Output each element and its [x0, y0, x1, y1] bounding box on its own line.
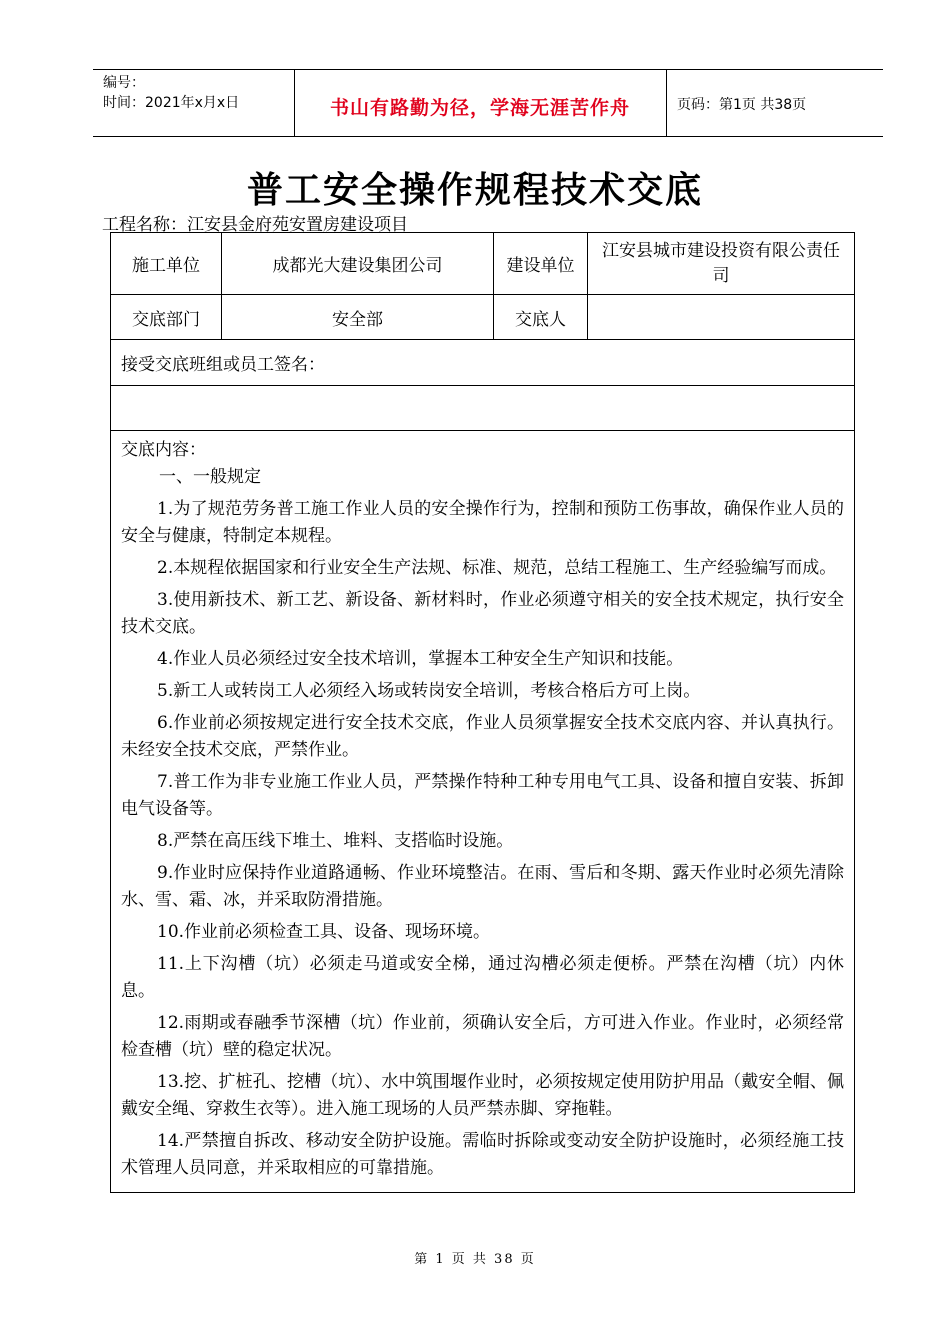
table-row [111, 295, 855, 340]
construction-unit-value: 成都光大建设集团公司 [222, 233, 494, 295]
table-row [111, 233, 855, 295]
list-item: 3.使用新技术、新工艺、新设备、新材料时，作业必须遵守相关的安全技术规定，执行安全技术交底。 [121, 590, 844, 637]
table-row [111, 431, 855, 1193]
list-item: 10.作业前必须检查工具、设备、现场环境。 [157, 922, 491, 942]
table-row [111, 340, 855, 386]
header-page-label: 页码：第1页 共38页 [677, 97, 807, 113]
list-item: 2.本规程依据国家和行业安全生产法规、标准、规范，总结工程施工、生产经验编写而成。 [157, 558, 837, 578]
owner-unit-label: 建设单位 [494, 233, 588, 295]
content-cell [111, 431, 855, 1193]
table-row [111, 386, 855, 431]
signature-area[interactable] [111, 386, 855, 431]
list-item: 5.新工人或转岗工人必须经入场或转岗安全培训，考核合格后方可上岗。 [157, 681, 701, 701]
list-item: 7.普工作为非专业施工作业人员，严禁操作特种工种专用电气工具、设备和擅自安装、拆卸电气设备等。 [121, 772, 844, 819]
list-item: 14.严禁擅自拆改、移动安全防护设施。需临时拆除或变动安全防护设施时，必须经施工技术管理人员同意，并采取相应的可靠措施。 [121, 1131, 844, 1178]
document-number-label: 编号： [103, 75, 145, 91]
list-item: 9.作业时应保持作业道路通畅、作业环境整洁。在雨、雪后和冬期、露天作业时必须先清除水、雪、霜、冰，并采取防滑措施。 [121, 863, 844, 910]
page-header [93, 69, 883, 137]
list-item: 4.作业人员必须经过安全技术培训，掌握本工种安全生产知识和技能。 [157, 649, 684, 669]
owner-unit-value: 江安县城市建设投资有限公责任司 [588, 233, 855, 295]
document-time-label: 时间：2021年x月x日 [103, 95, 240, 111]
header-right-cell [667, 70, 883, 136]
list-item: 1.为了规范劳务普工施工作业人员的安全操作行为，控制和预防工伤事故，确保作业人员的安全与健康，特制定本规程。 [121, 499, 844, 546]
list-item: 6.作业前必须按规定进行安全技术交底，作业人员须掌握安全技术交底内容、并认真执行。未经安全技术交底，严禁作业。 [121, 713, 844, 760]
dept-label: 交底部门 [111, 295, 222, 340]
page-footer: 第 1 页 共 38 页 [414, 1252, 536, 1267]
header-left-cell [93, 70, 295, 136]
header-motto: 书山有路勤为径，学海无涯苦作舟 [329, 97, 630, 119]
list-item: 13.挖、扩桩孔、挖槽（坑）、水中筑围堰作业时，必须按规定使用防护用品（戴安全帽、佩戴安全绳、穿救生衣等）。进入施工现场的人员严禁赤脚、穿拖鞋。 [121, 1072, 844, 1119]
list-item: 11.上下沟槽（坑）必须走马道或安全梯，通过沟槽必须走便桥。严禁在沟槽（坑）内休息。 [121, 954, 844, 1001]
header-center-cell [294, 70, 667, 136]
list-item: 8.严禁在高压线下堆土、堆料、支搭临时设施。 [157, 831, 514, 851]
list-item: 12.雨期或春融季节深槽（坑）作业前，须确认安全后，方可进入作业。作业时，必须经常检查槽（坑）壁的稳定状况。 [121, 1013, 844, 1060]
content-label: 交底内容： [121, 440, 206, 460]
document-title: 普工安全操作规程技术交底 [246, 169, 703, 211]
construction-unit-label: 施工单位 [111, 233, 222, 295]
dept-value: 安全部 [222, 295, 494, 340]
signature-label: 接受交底班组或员工签名： [111, 340, 855, 386]
project-name: 工程名称：江安县金府苑安置房建设项目 [102, 215, 408, 235]
handover-table [110, 232, 855, 1193]
person-value [588, 295, 855, 340]
person-label: 交底人 [494, 295, 588, 340]
section-title: 一、一般规定 [159, 467, 261, 487]
